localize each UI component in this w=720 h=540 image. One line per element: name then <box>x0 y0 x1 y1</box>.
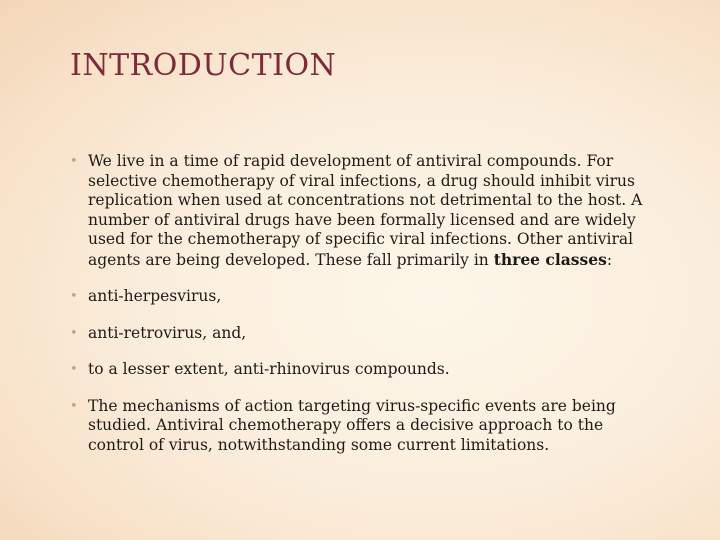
bullet-text-end: : <box>606 250 613 269</box>
bullet-icon: • <box>70 398 78 414</box>
bullet-item <box>70 152 650 270</box>
bullet-text: The mechanisms of action targeting virus-specific events are being studied. Antiviral chemotherapy offers a decisive approach to the control of virus, notwithstanding some current limitations. <box>88 396 616 454</box>
bullet-item <box>70 287 650 307</box>
bullet-text: to a lesser extent, anti-rhinovirus compounds. <box>88 360 450 378</box>
bullet-text: We live in a time of rapid development of antiviral compounds. For selective chemotherapy of viral infections, a drug should inhibit virus replication when used at concentrations not detrimental to the host. A number of antiviral drugs have been formally licensed and are widely used for the chemotherapy of specific viral infections. Other antiviral agents are being developed. These fall primarily in <box>88 152 643 269</box>
bullet-list <box>70 152 650 472</box>
bullet-icon: • <box>70 325 78 341</box>
bullet-icon: • <box>70 154 78 169</box>
bullet-text: anti-retrovirus, and, <box>88 323 247 342</box>
bullet-icon: • <box>70 289 78 304</box>
slide-title: INTRODUCTION <box>70 48 337 83</box>
bullet-item <box>70 360 650 380</box>
bullet-emphasis: three classes <box>493 249 607 269</box>
bullet-item <box>70 397 650 456</box>
bullet-icon: • <box>70 362 78 377</box>
bullet-item <box>70 324 650 344</box>
bullet-text: anti-herpesvirus, <box>88 287 222 305</box>
